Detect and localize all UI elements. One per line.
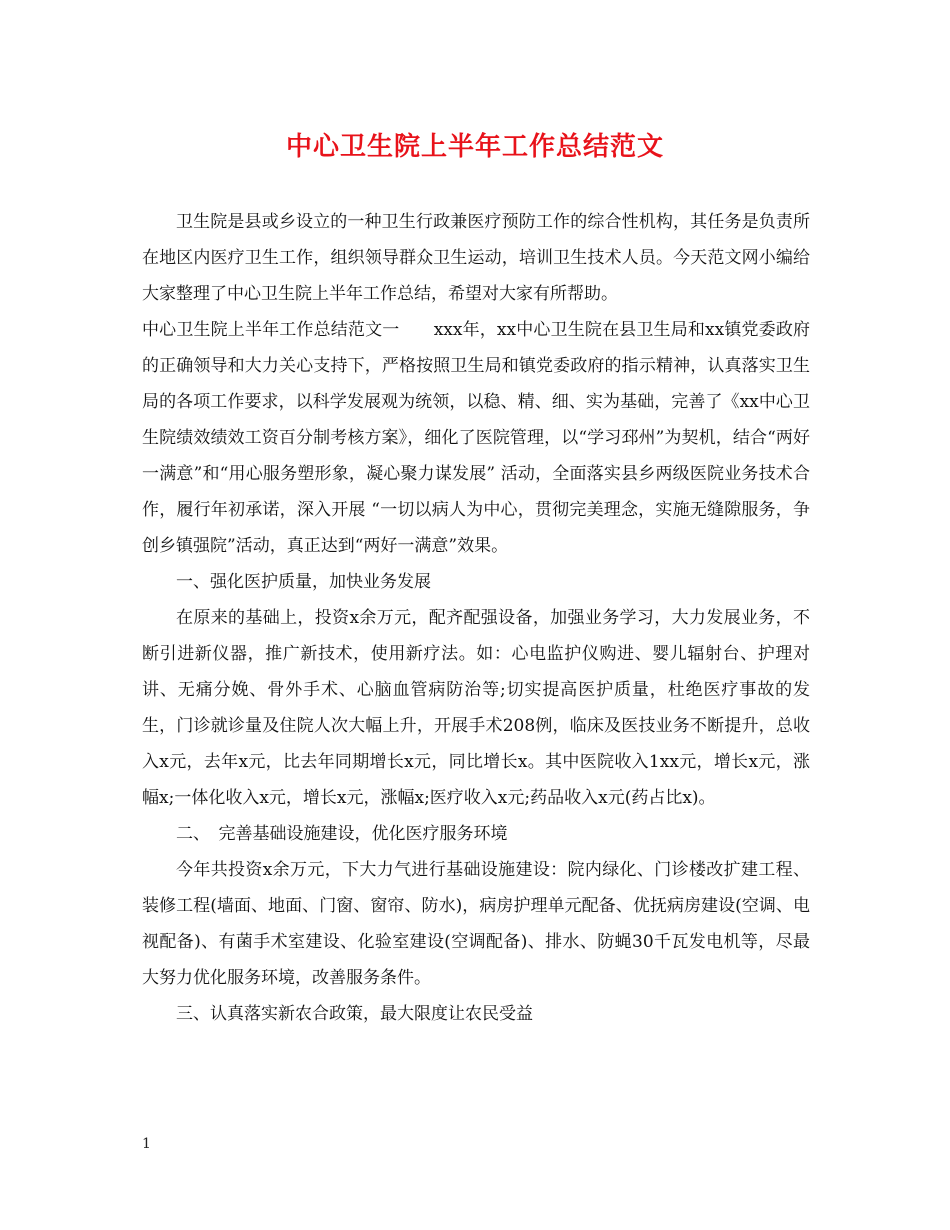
page-number: 1: [142, 1136, 151, 1152]
section-paragraph-1: 在原来的基础上，投资x余万元，配齐配强设备，加强业务学习，大力发展业务，不断引进新仪器，推广新技术，使用新疗法。如：心电监护仪购进、婴儿辐射台、护理对讲、无痛分娩、骨外手术、心脑血管病防治等;切实提高医护质量，杜绝医疗事故的发生，门诊就诊量及住院人次大幅上升，开展手术208例，临床及医技业务不断提升，总收入x元，去年x元，比去年同期增长x元，同比增长x。其中医院收入1xx元，增长x元，涨幅x;一体化收入x元，增长x元，涨幅x;医疗收入x元;药品收入x元(药占比x)。: [142, 608, 810, 808]
section-paragraph-2: 今年共投资x余万元，下大力气进行基础设施建设：院内绿化、门诊楼改扩建工程、装修工程(墙面、地面、门窗、窗帘、防水)，病房护理单元配备、优抚病房建设(空调、电视配备)、有菌手术室建设、化验室建设(空调配备)、排水、防蝇30千瓦发电机等，尽最大努力优化服务环境，改善服务条件。: [142, 860, 810, 988]
document-title: 中心卫生院上半年工作总结范文: [285, 132, 664, 162]
section-heading-2: 二、 完善基础设施建设，优化医疗服务环境: [176, 824, 508, 844]
summary-paragraph: 中心卫生院上半年工作总结范文一 xxx年，xx中心卫生院在县卫生局和xx镇党委政府的正确领导和大力关心支持下，严格按照卫生局和镇党委政府的指示精神，认真落实卫生局的各项工作要求，以科学发展观为统领，以稳、精、细、实为基础，完善了《xx中心卫生院绩效绩效工资百分制考核方案》，细化了医院管理，以“学习邳州”为契机，结合“两好一满意”和“用心服务塑形象，凝心聚力谋发展” 活动，全面落实县乡两级医院业务技术合作，履行年初承诺，深入开展 “一切以病人为中心，贯彻完美理念，实施无缝隙服务，争创乡镇强院”活动，真正达到“两好一满意”效果。: [142, 320, 810, 556]
document-body: [142, 204, 810, 1032]
section-heading-1: 一、强化医护质量，加快业务发展: [176, 572, 431, 592]
intro-paragraph: 卫生院是县或乡设立的一种卫生行政兼医疗预防工作的综合性机构，其任务是负责所在地区内医疗卫生工作，组织领导群众卫生运动，培训卫生技术人员。今天范文网小编给大家整理了中心卫生院上半年工作总结，希望对大家有所帮助。: [142, 212, 810, 304]
section-heading-3: 三、认真落实新农合政策，最大限度让农民受益: [176, 1004, 533, 1024]
